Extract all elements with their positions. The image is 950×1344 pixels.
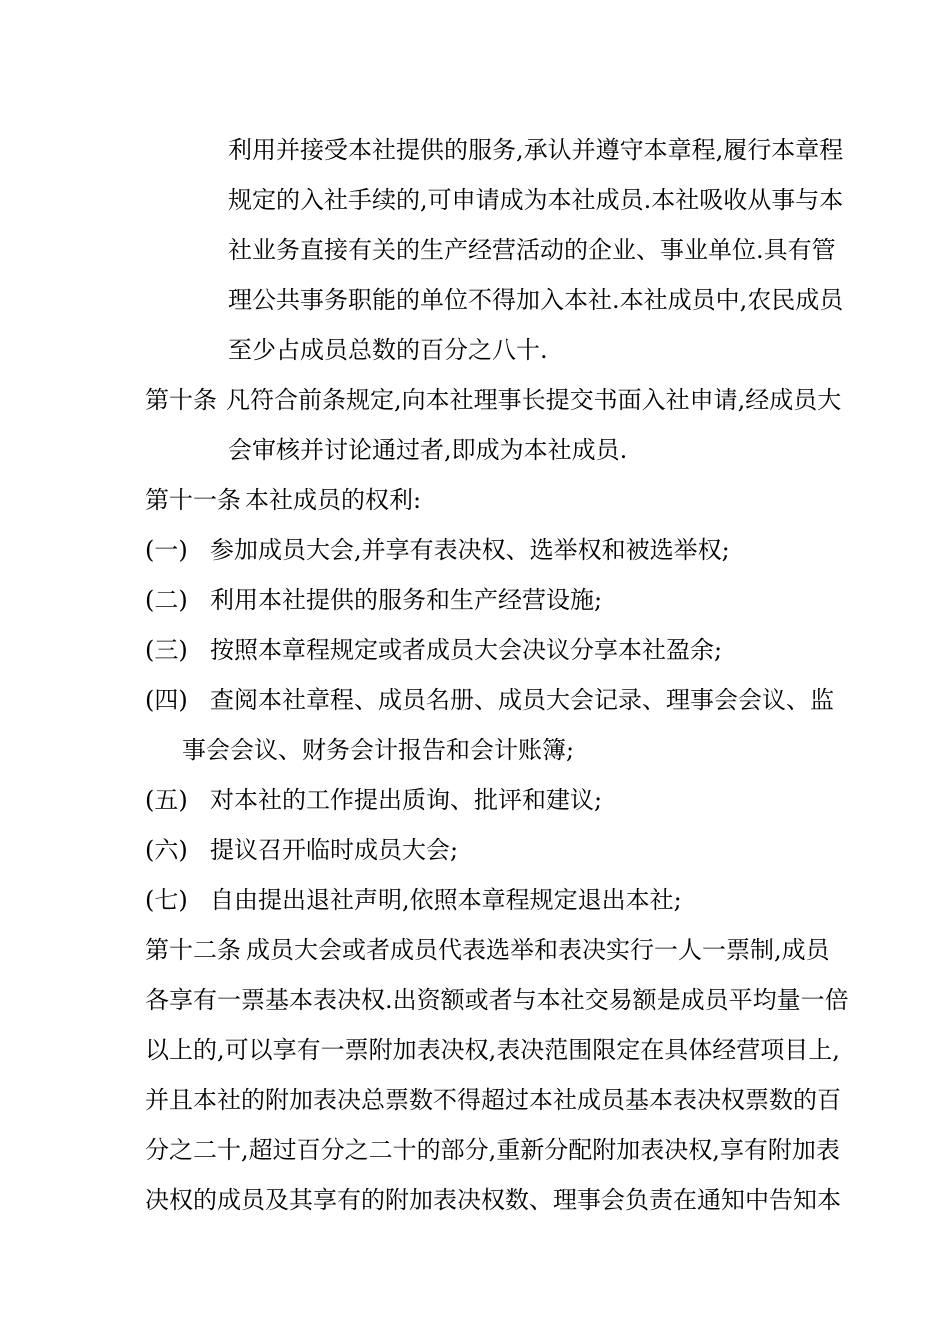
article9-line: 理公共事务职能的单位不得加入本社.本社成员中,农民成员: [228, 286, 844, 314]
article12-line: 以上的,可以享有一票附加表决权,表决范围限定在具体经营项目上,: [145, 1036, 840, 1064]
article12-line: 各享有一票基本表决权.出资额或者与本社交易额是成员平均量一倍: [145, 986, 849, 1014]
list-item-label: (二): [145, 586, 188, 614]
list-item-text: 提议召开临时成员大会;: [210, 836, 459, 864]
list-item-text: 自由提出退社声明,依照本章程规定退出本社;: [210, 886, 682, 914]
list-item-text: 利用本社提供的服务和生产经营设施;: [210, 586, 603, 614]
list-item-label: (三): [145, 636, 188, 664]
article12-line: 决权的成员及其享有的附加表决权数、理事会负责在通知中告知本: [145, 1186, 841, 1214]
list-item-text: 参加成员大会,并享有表决权、选举权和被选举权;: [210, 536, 730, 564]
article11-heading: 第十一条: [145, 486, 241, 514]
list-item-label: (四): [145, 686, 188, 714]
list-item-label: (一): [145, 536, 188, 564]
article12-text: 成员大会或者成员代表选举和表决实行一人一票制,成员: [246, 936, 830, 964]
article10-text-continuation: 会审核并讨论通过者,即成为本社成员.: [228, 436, 628, 464]
article10-heading: 第十条: [145, 386, 217, 414]
list-item-label: (五): [145, 786, 188, 814]
list-item-label: (六): [145, 836, 188, 864]
article12-heading: 第十二条: [145, 936, 241, 964]
list-item-text: 按照本章程规定或者成员大会决议分享本社盈余;: [210, 636, 723, 664]
article9-line: 社业务直接有关的生产经营活动的企业、事业单位.具有管: [228, 236, 836, 264]
article12-line: 并且本社的附加表决总票数不得超过本社成员基本表决权票数的百: [145, 1086, 841, 1114]
article10-text: 凡符合前条规定,向本社理事长提交书面入社申请,经成员大: [226, 386, 842, 414]
list-item-continuation: 事会会议、财务会计报告和会计账簿;: [182, 736, 575, 764]
article9-line: 利用并接受本社提供的服务,承认并遵守本章程,履行本章程: [228, 136, 844, 164]
article9-line: 至少占成员总数的百分之八十.: [228, 336, 548, 364]
article9-line: 规定的入社手续的,可申请成为本社成员.本社吸收从事与本: [228, 186, 844, 214]
list-item-text: 对本社的工作提出质询、批评和建议;: [210, 786, 603, 814]
article11-text: 本社成员的权利:: [245, 486, 422, 514]
list-item-label: (七): [145, 886, 188, 914]
article12-line: 分之二十,超过百分之二十的部分,重新分配附加表决权,享有附加表: [145, 1136, 840, 1164]
list-item-text: 查阅本社章程、成员名册、成员大会记录、理事会会议、监: [210, 686, 834, 714]
